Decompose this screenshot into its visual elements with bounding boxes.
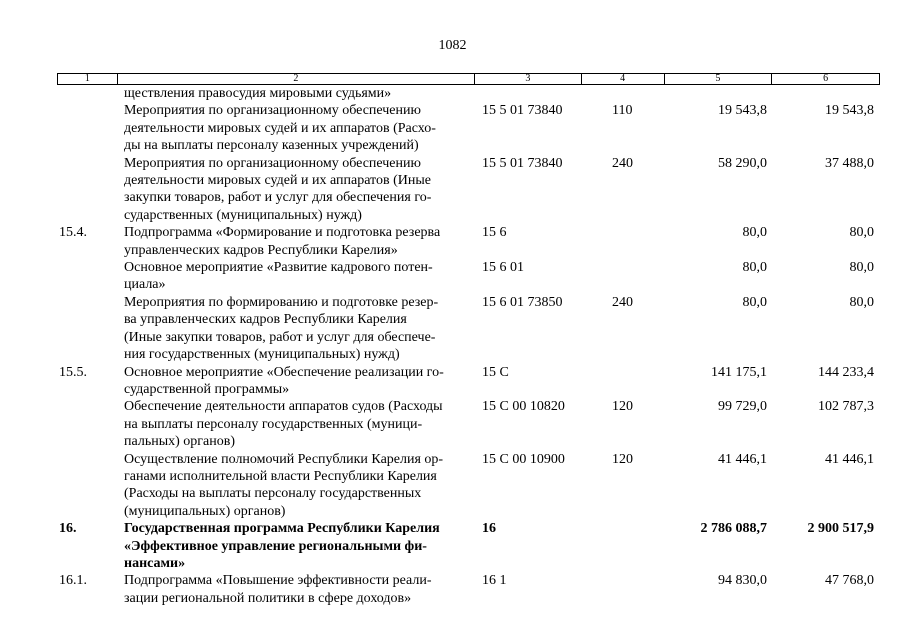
row-number: 16. [59,521,77,537]
row-number: 16.1. [59,573,87,589]
description-line: циала» [124,277,166,293]
row-expense-type [582,520,665,572]
table-row [57,398,880,450]
table-row [57,364,880,399]
description-line: (Иные закупки товаров, работ и услуг для обеспече- [124,329,436,345]
table-row [57,572,880,607]
row-value-col6 [773,85,880,102]
column-header-5: 5 [665,74,773,84]
row-description [117,451,475,521]
row-number: 15.4. [59,225,87,241]
table-row [57,451,880,521]
description-line: Государственная программа Республики Карелия [124,521,440,537]
description-line: деятельности мировых судей и их аппаратов (Расхо- [124,120,436,136]
row-description [117,398,475,450]
table-row [57,224,880,259]
row-code: 15 6 01 [482,260,524,276]
row-code: 16 1 [482,573,507,589]
row-value-col6: 80,0 [849,225,874,241]
description-line: ществления правосудия мировыми судьями» [124,86,392,101]
row-description [117,224,475,259]
row-value-col6: 102 787,3 [818,399,874,415]
description-line: управленческих кадров Республики Карелия» [124,242,398,258]
description-line: (муниципальных) органов) [124,503,286,519]
table-row [57,102,880,154]
description-line: ганами исполнительной власти Республики Карелия [124,468,437,484]
table-row [57,85,880,102]
table-body [57,85,880,607]
description-line: «Эффективное управление региональными фи- [124,538,427,554]
row-expense-type: 120 [612,399,633,415]
description-line: сударственной программы» [124,381,290,397]
row-value-col6: 19 543,8 [825,103,874,119]
description-line: ва управленческих кадров Республики Карелия [124,312,407,328]
description-line: ды на выплаты персоналу казенных учреждений) [124,138,419,154]
row-number [57,155,117,225]
budget-table [57,73,880,607]
description-line: Мероприятия по организационному обеспечению [124,103,421,119]
row-number [57,451,117,521]
row-expense-type: 240 [612,155,633,171]
row-value-col6: 2 900 517,9 [807,521,874,537]
description-line: закупки товаров, работ и услуг для обеспечения го- [124,190,432,206]
row-value-col5: 141 175,1 [711,364,767,380]
row-number [57,294,117,364]
row-description [117,364,475,399]
description-line: ния государственных (муниципальных) нужд) [124,347,400,363]
description-line: Основное мероприятие «Развитие кадрового потен- [124,260,433,276]
row-value-col5: 94 830,0 [718,573,767,589]
row-description [117,572,475,607]
row-expense-type [582,224,665,259]
table-row [57,520,880,572]
description-line: Осуществление полномочий Республики Карелия ор- [124,451,444,467]
column-header-1: 1 [58,74,118,84]
description-line: Обеспечение деятельности аппаратов судов (Расходы [124,399,443,415]
row-number [57,102,117,154]
row-code: 15 С [482,364,509,380]
row-value-col6: 47 768,0 [825,573,874,589]
row-code: 15 5 01 73840 [482,103,563,119]
table-row [57,259,880,294]
row-code [475,85,582,102]
description-line: сударственных (муниципальных) нужд) [124,207,362,223]
table-row [57,294,880,364]
row-expense-type [582,572,665,607]
row-value-col5: 80,0 [742,294,767,310]
row-expense-type [582,85,665,102]
row-value-col5: 80,0 [742,225,767,241]
row-value-col5: 41 446,1 [718,451,767,467]
column-header-4: 4 [582,74,665,84]
row-value-col6: 37 488,0 [825,155,874,171]
description-line: Подпрограмма «Формирование и подготовка резерва [124,225,441,241]
description-line: Мероприятия по формированию и подготовке резер- [124,294,439,310]
row-expense-type [582,364,665,399]
row-code: 15 С 00 10820 [482,399,565,415]
row-number: 15.5. [59,364,87,380]
row-expense-type: 120 [612,451,633,467]
row-description [117,259,475,294]
row-description [117,294,475,364]
description-line: пальных) органов) [124,434,235,450]
page-number: 1082 [438,38,467,53]
description-line: зации региональной политики в сфере доходов» [124,590,412,606]
row-value-col6: 144 233,4 [818,364,874,380]
row-expense-type: 240 [612,294,633,310]
column-header-2: 2 [118,74,475,84]
row-code: 15 6 [482,225,507,241]
row-expense-type [582,259,665,294]
row-value-col5: 2 786 088,7 [700,521,767,537]
description-line: на выплаты персоналу государственных (муници- [124,416,423,432]
column-header-3: 3 [475,74,582,84]
row-number [57,85,117,102]
description-line: Мероприятия по организационному обеспечению [124,155,421,171]
row-code: 15 6 01 73850 [482,294,563,310]
description-line: Основное мероприятие «Обеспечение реализации го- [124,364,444,380]
table-row [57,155,880,225]
row-value-col5: 19 543,8 [718,103,767,119]
row-value-col5: 99 729,0 [718,399,767,415]
row-code: 15 С 00 10900 [482,451,565,467]
row-description [117,85,475,102]
row-code: 16 [482,521,496,537]
row-description [117,155,475,225]
row-value-col6: 80,0 [849,260,874,276]
row-code: 15 5 01 73840 [482,155,563,171]
row-value-col5: 80,0 [742,260,767,276]
row-description [117,102,475,154]
row-expense-type: 110 [612,103,633,119]
row-description [117,520,475,572]
row-value-col6: 80,0 [849,294,874,310]
column-header-6: 6 [823,73,829,84]
row-number [57,259,117,294]
row-value-col5 [665,85,773,102]
description-line: Подпрограмма «Повышение эффективности реали- [124,573,432,589]
table-header [57,73,880,85]
description-line: деятельности мировых судей и их аппаратов (Иные [124,173,431,189]
row-number [57,398,117,450]
description-line: нансами» [124,555,186,571]
row-value-col5: 58 290,0 [718,155,767,171]
description-line: (Расходы на выплаты персоналу государственных [124,486,422,502]
row-value-col6: 41 446,1 [825,451,874,467]
